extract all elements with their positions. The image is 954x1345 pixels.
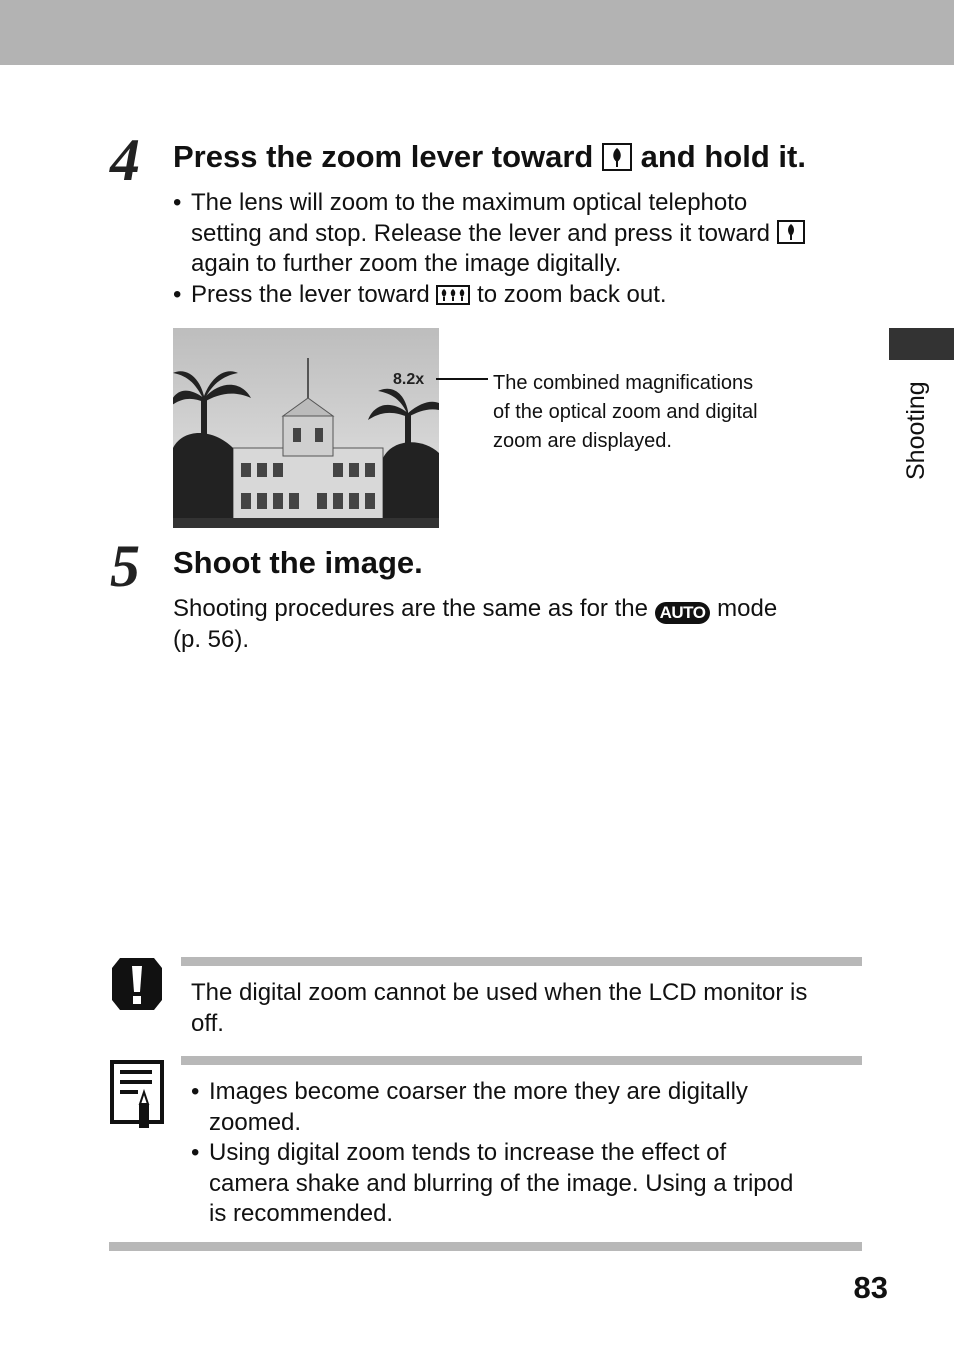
step-number-4: 4: [110, 127, 140, 193]
notes-bullets: [191, 1077, 871, 1230]
bullet-1-line-1: The lens will zoom to the maximum optical telephoto: [191, 189, 748, 216]
list-item: [191, 1138, 871, 1230]
memo-pencil-icon: [110, 1060, 164, 1135]
auto-mode-icon: AUTO: [655, 602, 711, 624]
page-number: 83: [853, 1270, 888, 1305]
caption-line-2: of the optical zoom and digital: [493, 401, 758, 423]
step-5-title: Shoot the image.: [173, 545, 423, 580]
list-item: [173, 188, 873, 280]
caution-text: [191, 978, 871, 1039]
note-2-line-3: is recommended.: [209, 1200, 394, 1227]
note-1-line-1: Images become coarser the more they are digitally: [209, 1078, 748, 1105]
bullet-1-line-2: setting and stop. Release the lever and press it toward: [191, 219, 770, 247]
section-tab-marker: [889, 328, 954, 360]
list-item: [191, 1077, 871, 1138]
step-4-title-pre: Press the zoom lever toward: [173, 139, 594, 174]
list-item: [173, 280, 873, 311]
photo-caption: [493, 369, 823, 456]
step-4-title: [173, 140, 806, 174]
note-1-line-2: zoomed.: [209, 1108, 302, 1136]
note-2-line-2: camera shake and blurring of the image. Using a tripod: [209, 1169, 794, 1197]
wide-angle-zoom-icon: [436, 285, 470, 305]
caption-line-1: The combined magnifications: [493, 372, 754, 394]
step-5-body: [173, 594, 863, 655]
step-4-bullets: [173, 188, 873, 310]
caution-top-rule: [181, 957, 862, 966]
header-band: [0, 0, 954, 65]
step-5-body-page-ref: (p. 56).: [173, 625, 250, 653]
caption-leader-line: [436, 378, 488, 380]
step-5-body-pre: Shooting procedures are the same as for the: [173, 595, 648, 622]
bullet-1-line-3: again to further zoom the image digitally.: [191, 250, 622, 277]
bullet-2-text-pre: Press the lever toward: [191, 280, 430, 308]
bullet-2-text-post: to zoom back out.: [477, 280, 667, 308]
telephoto-zoom-icon: [777, 220, 805, 244]
step-5-body-post: mode: [717, 595, 778, 622]
caution-line-1: The digital zoom cannot be used when the LCD monitor is: [191, 979, 808, 1006]
zoom-example-photo: [173, 328, 439, 528]
notes-top-rule: [181, 1056, 862, 1065]
caution-line-2: off.: [191, 1009, 224, 1037]
note-2-line-1: Using digital zoom tends to increase the effect of: [209, 1139, 727, 1166]
step-4-title-post: and hold it.: [640, 139, 806, 174]
step-number-5: 5: [110, 533, 140, 599]
section-tab-label: Shooting: [902, 381, 930, 480]
telephoto-zoom-icon: [602, 143, 632, 171]
bottom-rule: [109, 1242, 862, 1251]
caution-exclamation-icon: [110, 956, 164, 1017]
zoom-magnification-readout: 8.2x: [393, 371, 425, 388]
caption-line-3: zoom are displayed.: [493, 430, 672, 452]
